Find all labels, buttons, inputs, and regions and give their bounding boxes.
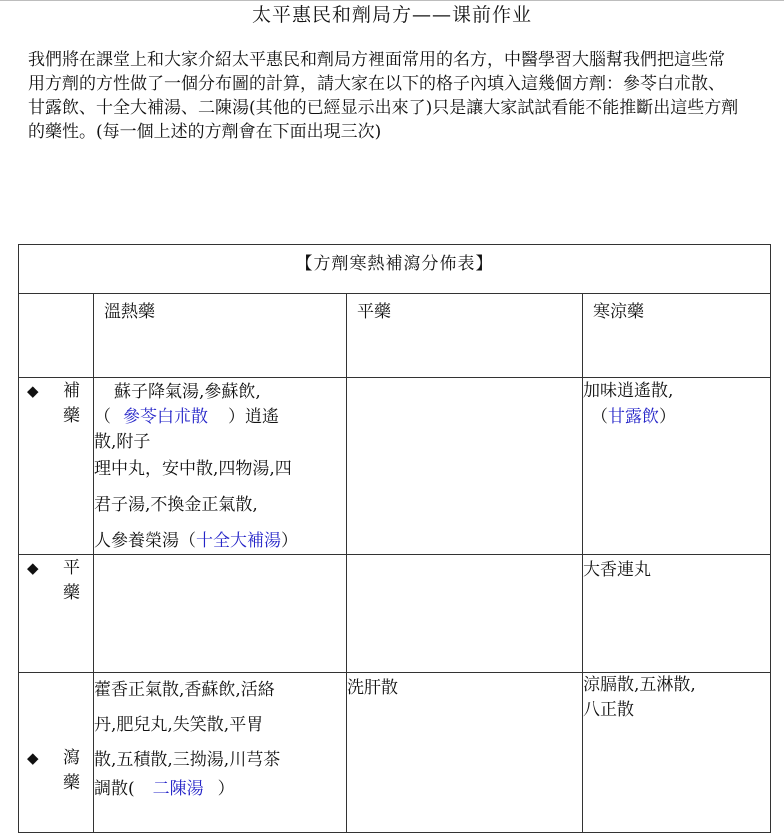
diamond-bullet-icon: ◆ <box>27 749 39 767</box>
table-caption-cell <box>19 245 771 294</box>
cell-text-line <box>94 778 346 800</box>
header-neutral: 平藥 <box>357 302 391 322</box>
page-top-rule <box>0 0 784 1</box>
cell-text-line <box>94 405 346 430</box>
cell-text: 涼膈散,五淋散, <box>583 675 696 695</box>
answer-ganlu-yin[interactable]: 甘露飲 <box>608 407 659 427</box>
page-title: 太平惠民和劑局方——课前作业 <box>251 4 532 26</box>
formula-distribution-table <box>18 244 771 833</box>
row-label-tonify <box>19 378 94 555</box>
cell-tonify-neutral <box>347 378 583 555</box>
cell-neutral-neutral <box>347 555 583 673</box>
cell-text: 藿香正氣散,香蘇飲,活絡 <box>94 680 275 700</box>
cell-text: 大香連丸 <box>583 560 651 580</box>
cell-purge-warm <box>94 673 347 833</box>
answer-shenling-baizhu-san[interactable]: 參苓白朮散 <box>123 407 208 427</box>
cell-tonify-warm <box>94 378 347 555</box>
cell-text: 散,附子 <box>94 432 151 452</box>
open-bracket: （ <box>591 407 608 427</box>
close-bracket: ） <box>659 407 676 427</box>
cell-text: 理中丸，安中散,四物湯,四 <box>94 459 292 479</box>
diamond-bullet-icon: ◆ <box>27 382 39 400</box>
cell-neutral-cold <box>583 555 771 673</box>
header-warm-cell <box>94 294 347 378</box>
cell-text: 丹,肥兒丸,失笑散,平胃 <box>94 715 264 735</box>
row-label-purge <box>19 673 94 833</box>
close-bracket: ） <box>217 779 235 799</box>
intro-text: 我們將在課堂上和大家介紹太平惠民和劑局方裡面常用的名方，中醫學習大腦幫我們把這些常用方劑的方性做了一個分布圖的計算，請大家在以下的格子內填入這幾個方劑：參苓白朮散、甘露飲、十全大補湯、二陳湯(其他的已經显示出來了)只是讓大家試試看能不能推斷出這些方劑的藥性。(每一個上述的方劑會在下面出現三次) <box>28 50 739 142</box>
header-warm: 溫熱藥 <box>104 302 155 322</box>
cell-text-line <box>583 404 770 430</box>
diamond-bullet-icon: ◆ <box>27 559 39 577</box>
cell-text: 蘇子降氣湯,參蘇飲, <box>114 382 261 402</box>
corner-cell <box>19 294 94 378</box>
row-label-tonify-text: 補藥 <box>63 381 80 426</box>
header-cold: 寒涼藥 <box>593 302 644 322</box>
cell-tonify-cold <box>583 378 771 555</box>
cell-text: 人參養榮湯（ <box>94 531 196 551</box>
answer-shiquan-dabu-tang[interactable]: 十全大補湯 <box>196 531 281 551</box>
close-bracket-text: ）逍遙 <box>228 407 279 427</box>
row-label-neutral <box>19 555 94 673</box>
table-caption: 【方劑寒熱補瀉分佈表】 <box>295 254 494 274</box>
answer-erchen-tang[interactable]: 二陳湯 <box>152 779 204 799</box>
cell-neutral-warm <box>94 555 347 673</box>
intro-paragraph <box>28 48 740 144</box>
open-bracket: （ <box>94 407 111 427</box>
cell-text: 八正散 <box>583 700 634 720</box>
row-label-purge-text: 瀉藥 <box>63 748 80 793</box>
cell-text: 君子湯,不換金正氣散, <box>94 495 258 515</box>
header-cold-cell <box>583 294 771 378</box>
header-neutral-cell <box>347 294 583 378</box>
cell-text: 洗肝散 <box>347 678 398 698</box>
cell-text: 散,五積散,三拗湯,川芎茶 <box>94 750 281 770</box>
cell-text-line <box>94 529 346 554</box>
cell-text: 調散( <box>94 779 135 799</box>
cell-text: 加味逍遙散, <box>583 381 674 401</box>
close-bracket: ） <box>281 531 298 551</box>
cell-purge-neutral <box>347 673 583 833</box>
cell-purge-cold <box>583 673 771 833</box>
row-label-neutral-text: 平藥 <box>63 558 80 603</box>
